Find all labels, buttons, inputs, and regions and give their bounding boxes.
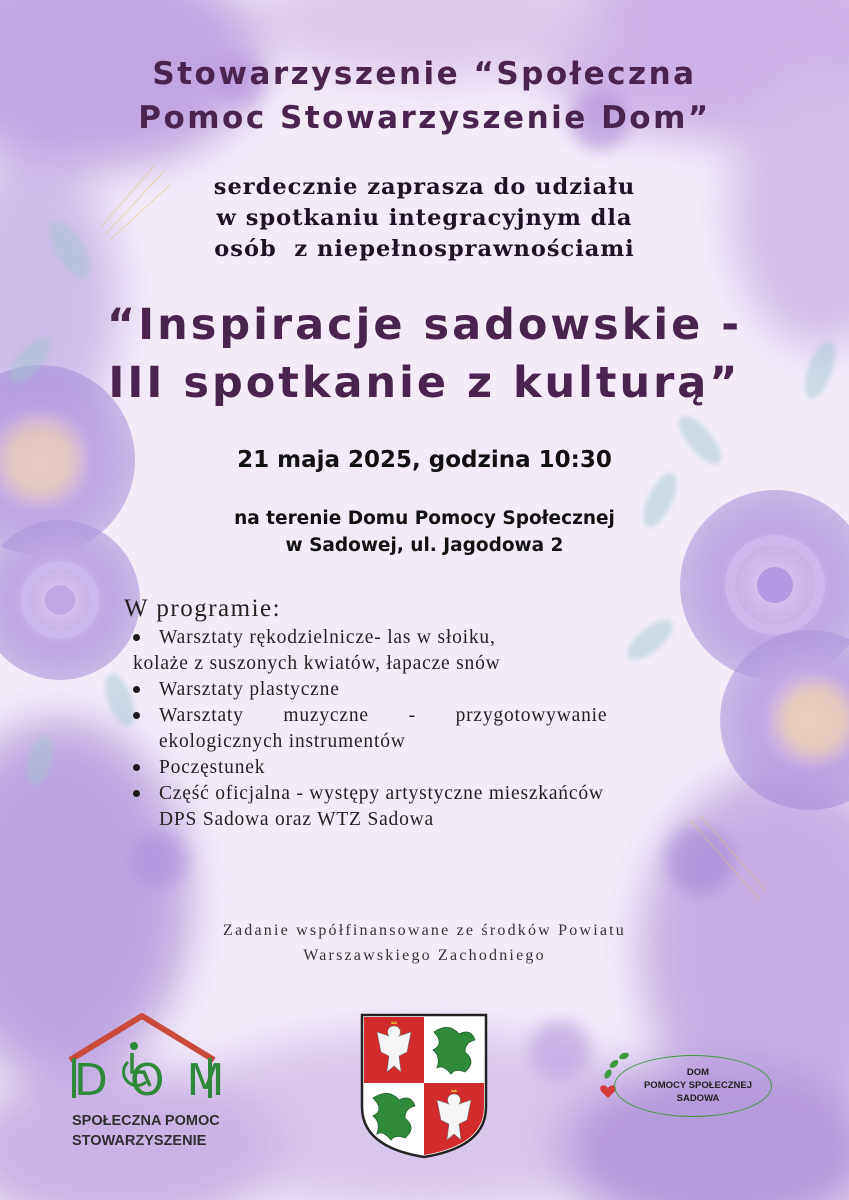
funding-line: Warszawskiego Zachodniego <box>303 947 546 964</box>
county-coat-of-arms <box>359 1012 489 1160</box>
program-item-continuation: kolaże z suszonych kwiatów, łapacze snów <box>133 653 501 674</box>
event-title <box>20 296 829 412</box>
bullet-icon <box>133 712 140 719</box>
funding-note <box>120 918 729 968</box>
program-list <box>133 625 726 833</box>
organizer-title-line: Stowarzyszenie “Społeczna <box>152 56 697 92</box>
event-title-line: III spotkanie z kulturą” <box>108 358 741 408</box>
funding-line: Zadanie współfinansowane ze środków Powiatu <box>223 922 626 939</box>
organizer-title-line: Pomoc Stowarzyszenie Dom” <box>138 100 711 136</box>
program-item-text: DPS Sadowa oraz WTZ Sadowa <box>159 809 434 830</box>
program-item-text: Warsztaty rękodzielnicze- las w słoiku, <box>159 627 496 648</box>
program-item <box>133 703 726 755</box>
logo-right-line: DOM <box>686 1067 710 1078</box>
dom-association-logo <box>62 1010 247 1155</box>
program-item-text: Poczęstunek <box>159 757 266 778</box>
program-item-text: Część oficjalna - występy artystyczne mieszkańców <box>159 783 604 804</box>
program-item <box>133 677 726 703</box>
logo-right-line: SADOWA <box>676 1093 720 1104</box>
program-heading: W programie: <box>124 595 282 622</box>
program-item <box>133 781 726 833</box>
program-item <box>133 625 726 651</box>
program-item-text: ekologicznych instrumentów <box>159 731 406 752</box>
invitation-line: osób z niepełnosprawnościami <box>214 236 635 262</box>
event-date: 21 maja 2025, godzina 10:30 <box>237 447 612 473</box>
logo-right-text <box>624 1066 772 1105</box>
bullet-icon <box>133 764 140 771</box>
location-line: na terenie Domu Pomocy Społecznej <box>234 508 615 529</box>
logo-right-line: POMOCY SPOŁECZNEJ <box>643 1080 753 1091</box>
event-location <box>100 505 749 559</box>
event-title-line: “Inspiracje sadowskie - <box>106 300 743 350</box>
program-item-text: Warsztaty plastyczne <box>159 679 340 700</box>
program-item <box>133 755 726 781</box>
invitation-text <box>120 172 729 265</box>
logo-left-line: SPOŁECZNA POMOC <box>72 1113 220 1129</box>
bullet-icon <box>133 686 140 693</box>
organizer-title <box>40 52 809 140</box>
bullet-icon <box>133 634 140 641</box>
program-item-text: Warsztaty muzyczne - przygotowywanie <box>159 705 608 726</box>
invitation-line: w spotkaniu integracyjnym dla <box>216 205 633 231</box>
logo-left-line: STOWARZYSZENIE <box>72 1133 207 1149</box>
invitation-line: serdecznie zaprasza do udziału <box>213 174 636 200</box>
dps-sadowa-logo <box>598 1046 778 1126</box>
dom-logo-word: DOM <box>74 1055 247 1106</box>
bullet-icon <box>133 790 140 797</box>
location-line: w Sadowej, ul. Jagodowa 2 <box>285 535 564 556</box>
